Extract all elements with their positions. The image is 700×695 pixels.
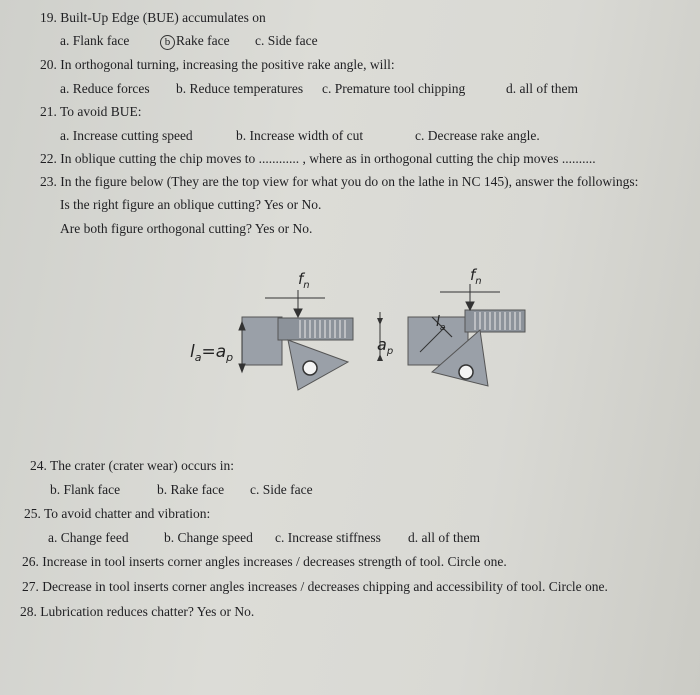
question-28: 28. Lubrication reduces chatter? Yes or No. — [20, 604, 255, 619]
turning-figure — [170, 262, 550, 412]
option-a: a. Reduce forces — [60, 81, 150, 96]
middle-ap-label: $a_p$ — [377, 335, 394, 357]
option-a: a. Increase cutting speed — [60, 128, 193, 143]
option-c: c. Increase stiffness — [275, 530, 381, 545]
question-23-line-2: Are both figure orthogonal cutting? Yes or No. — [60, 221, 313, 236]
left-workpiece — [242, 317, 282, 365]
option-b: b. Change speed — [164, 530, 253, 545]
question-19: 19. Built-Up Edge (BUE) accumulates on — [40, 10, 266, 25]
question-24: 24. The crater (crater wear) occurs in: — [30, 458, 235, 473]
question-23-line-1: Is the right figure an oblique cutting? Yes or No. — [60, 197, 322, 212]
right-figure — [408, 284, 525, 386]
option-c: b. Rake face — [157, 482, 225, 497]
left-figure — [239, 290, 353, 390]
option-d: d. all of them — [408, 530, 480, 545]
circle-mark: b — [160, 35, 175, 50]
option-b: b. Increase width of cut — [236, 128, 364, 143]
left-fn-label: $f_n$ — [298, 270, 310, 291]
option-c: c. Decrease rake angle. — [415, 128, 540, 143]
left-la-ap-label: $l_a=a_p$ — [190, 342, 234, 364]
option-b-label: Rake face — [176, 33, 230, 48]
right-la-label: $l_a$ — [436, 314, 446, 333]
option-c: c. Premature tool chipping — [322, 81, 466, 96]
left-insert-hole — [303, 361, 317, 375]
option-a: a. Change feed — [48, 530, 129, 545]
option-b-selected — [160, 33, 230, 50]
option-b: b. Reduce temperatures — [176, 81, 304, 96]
option-d: c. Side face — [250, 482, 313, 497]
option-c: c. Side face — [255, 33, 318, 48]
option-b: b. Flank face — [50, 482, 121, 497]
left-tool-insert — [288, 340, 348, 390]
right-fn-label: $f_n$ — [470, 266, 482, 287]
question-22: 22. In oblique cutting the chip moves to ............ , where as in orthogonal cutting the chip moves .......... — [40, 151, 596, 166]
right-insert-hole — [459, 365, 473, 379]
question-23: 23. In the figure below (They are the top view for what you do on the lathe in NC 145), answer the followings: — [40, 174, 639, 189]
question-26: 26. Increase in tool inserts corner angles increases / decreases strength of tool. Circle one. — [22, 554, 507, 569]
question-20: 20. In orthogonal turning, increasing the positive rake angle, will: — [40, 57, 395, 72]
option-d: d. all of them — [506, 81, 578, 96]
option-a: a. Flank face — [60, 33, 130, 48]
question-27: 27. Decrease in tool inserts corner angles increases / decreases chipping and accessibility of tool. Circle one. — [22, 579, 608, 594]
question-25: 25. To avoid chatter and vibration: — [24, 506, 211, 521]
question-21: 21. To avoid BUE: — [40, 104, 142, 119]
